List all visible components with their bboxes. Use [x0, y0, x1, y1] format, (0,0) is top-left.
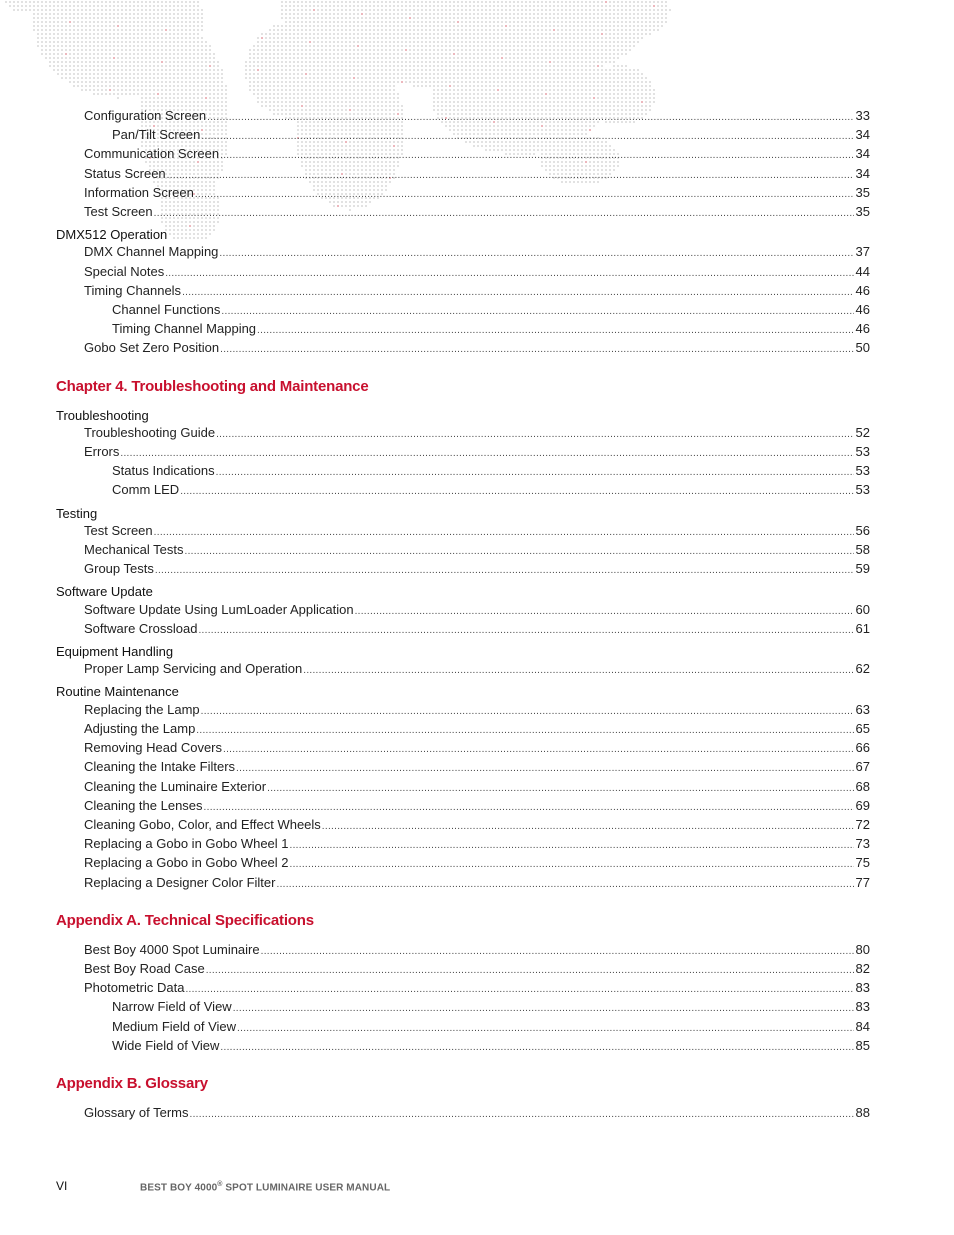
- toc-page-number: 75: [855, 855, 870, 871]
- toc-page-number: 33: [855, 108, 870, 123]
- toc-entry[interactable]: [56, 481, 870, 500]
- toc-section-heading[interactable]: Routine Maintenance: [56, 684, 179, 700]
- toc-page-number: 80: [855, 941, 870, 957]
- toc-entry-label: Best Boy Road Case: [84, 960, 205, 976]
- toc-page-number: 88: [855, 1104, 870, 1120]
- dot-leader: [120, 445, 853, 462]
- toc-section-heading[interactable]: Testing: [56, 505, 98, 521]
- toc-entry[interactable]: [56, 165, 870, 184]
- dot-leader: [185, 981, 853, 998]
- toc-page-number: 73: [855, 836, 870, 852]
- toc-entry-label: Test Screen: [84, 204, 153, 220]
- dot-leader: [257, 322, 853, 339]
- toc-page-number: 61: [855, 620, 870, 636]
- toc-entry-label: Cleaning Gobo, Color, and Effect Wheels: [84, 816, 321, 832]
- toc-entry[interactable]: [56, 339, 870, 358]
- toc-entry-label: Narrow Field of View: [112, 999, 232, 1015]
- toc-section-heading[interactable]: DMX512 Operation: [56, 227, 168, 243]
- dot-leader: [219, 245, 853, 262]
- toc-entry[interactable]: [56, 960, 870, 979]
- toc-page-number: 65: [855, 720, 870, 736]
- dot-leader: [182, 284, 853, 301]
- dot-leader: [261, 943, 854, 960]
- toc-entry-label: Proper Lamp Servicing and Operation: [84, 661, 303, 677]
- toc-page-number: 83: [855, 980, 870, 996]
- dot-leader: [154, 205, 854, 222]
- toc-page-number: 56: [855, 522, 870, 538]
- toc-entry-label: DMX Channel Mapping: [84, 244, 219, 260]
- toc-entry[interactable]: [56, 660, 870, 679]
- toc-entry[interactable]: [56, 979, 870, 998]
- dot-leader: [237, 1020, 853, 1037]
- toc-entry[interactable]: [56, 739, 870, 758]
- toc-entry[interactable]: [56, 998, 870, 1017]
- toc-entry-label: Removing Head Covers: [84, 740, 223, 756]
- toc-entry[interactable]: [56, 560, 870, 579]
- dot-leader: [201, 128, 853, 145]
- toc-page-number: 66: [855, 740, 870, 756]
- toc-page-number: 68: [855, 778, 870, 794]
- toc-page-number: 58: [855, 542, 870, 558]
- toc-page-number: 85: [855, 1037, 870, 1053]
- toc-entry[interactable]: [56, 601, 870, 620]
- toc-entry[interactable]: [56, 941, 870, 960]
- toc-entry[interactable]: [56, 243, 870, 262]
- toc-page-number: 34: [855, 165, 870, 181]
- toc-entry-label: Replacing the Lamp: [84, 701, 200, 717]
- dot-leader: [233, 1000, 854, 1017]
- dot-leader: [184, 543, 853, 560]
- dot-leader: [267, 780, 853, 797]
- dot-leader: [201, 703, 854, 720]
- toc-chapter-heading[interactable]: Appendix B. Glossary: [56, 1074, 208, 1092]
- toc-page-number: 53: [855, 444, 870, 460]
- toc-page-number: 34: [855, 127, 870, 143]
- toc-entry[interactable]: [56, 263, 870, 282]
- dot-leader: [322, 818, 854, 835]
- toc-entry[interactable]: [56, 1037, 870, 1056]
- dot-leader: [167, 167, 854, 184]
- toc-entry[interactable]: [56, 203, 870, 222]
- toc-page-number: 35: [855, 204, 870, 220]
- toc-entry[interactable]: [56, 758, 870, 777]
- toc-page-number: 52: [855, 424, 870, 440]
- toc-entry[interactable]: [56, 462, 870, 481]
- page-footer: [56, 1179, 390, 1193]
- toc-entry-label: Gobo Set Zero Position: [84, 340, 220, 356]
- toc-entry[interactable]: [56, 797, 870, 816]
- toc-page-number: 53: [855, 463, 870, 479]
- toc-entry-label: Special Notes: [84, 263, 165, 279]
- toc-entry[interactable]: [56, 443, 870, 462]
- dot-leader: [155, 562, 854, 579]
- toc-entry-label: Configuration Screen: [84, 108, 207, 123]
- dot-leader: [221, 303, 853, 320]
- toc-page-number: 35: [855, 184, 870, 200]
- dot-leader: [204, 799, 854, 816]
- toc-entry[interactable]: [56, 1018, 870, 1037]
- toc-page-number: 46: [855, 302, 870, 318]
- dot-leader: [303, 662, 853, 679]
- toc-entry[interactable]: [56, 1104, 870, 1123]
- dot-leader: [195, 186, 854, 203]
- toc-entry[interactable]: [56, 541, 870, 560]
- toc-entry-label: Timing Channel Mapping: [112, 321, 257, 337]
- toc-entry[interactable]: [56, 320, 870, 339]
- toc-entry-label: Group Tests: [84, 561, 154, 577]
- dot-leader: [220, 147, 853, 164]
- toc-entry[interactable]: [56, 424, 870, 443]
- toc-entry[interactable]: [56, 282, 870, 301]
- toc-section-heading[interactable]: Equipment Handling: [56, 644, 174, 660]
- dot-leader: [206, 962, 854, 979]
- toc-entry-label: Replacing a Designer Color Filter: [84, 874, 276, 890]
- toc-entry[interactable]: [56, 145, 870, 164]
- dot-leader: [154, 524, 854, 541]
- toc-section-heading[interactable]: Troubleshooting: [56, 407, 149, 423]
- toc-page-number: 77: [855, 874, 870, 890]
- toc-chapter-heading[interactable]: Chapter 4. Troubleshooting and Maintenance: [56, 377, 369, 395]
- toc-entry[interactable]: [56, 778, 870, 797]
- toc-chapter-heading[interactable]: Appendix A. Technical Specifications: [56, 911, 314, 929]
- toc-page-number: 59: [855, 561, 870, 577]
- dot-leader: [190, 1106, 854, 1123]
- toc-page-number: 53: [855, 482, 870, 498]
- dot-leader: [198, 622, 853, 639]
- toc-entry[interactable]: [56, 701, 870, 720]
- toc-entry-label: Information Screen: [84, 184, 194, 200]
- toc-entry[interactable]: [56, 816, 870, 835]
- toc-entry-label: Errors: [84, 444, 120, 460]
- toc-entry[interactable]: [56, 835, 870, 854]
- toc-entry-label: Wide Field of View: [112, 1037, 220, 1053]
- footer-page-number: VI: [56, 1179, 68, 1193]
- dot-leader: [276, 876, 853, 893]
- toc-entry-label: Test Screen: [84, 522, 153, 538]
- toc-entry-label: Status Screen: [84, 165, 166, 181]
- dot-leader: [223, 741, 854, 758]
- dot-leader: [355, 603, 854, 620]
- dot-leader: [216, 464, 854, 481]
- toc-page-number: 46: [855, 282, 870, 298]
- toc-entry-label: Comm LED: [112, 482, 180, 498]
- toc-entry[interactable]: [56, 874, 870, 893]
- toc-section-heading[interactable]: Software Update: [56, 584, 153, 600]
- dot-leader: [196, 722, 853, 739]
- toc-entry-label: Communication Screen: [84, 146, 220, 162]
- dot-leader: [220, 1039, 853, 1056]
- toc-page-number: 82: [855, 960, 870, 976]
- dot-leader: [207, 109, 853, 126]
- toc-entry-label: Glossary of Terms: [84, 1104, 189, 1120]
- toc-entry-label: Medium Field of View: [112, 1018, 237, 1034]
- toc-entry-label: Channel Functions: [112, 302, 221, 318]
- toc-entry-label: Software Crossload: [84, 620, 198, 636]
- dot-leader: [165, 265, 853, 282]
- toc-entry[interactable]: [56, 184, 870, 203]
- toc-page-number: 60: [855, 601, 870, 617]
- toc-page-number: 72: [855, 816, 870, 832]
- toc-page-number: 84: [855, 1018, 870, 1034]
- toc-entry-label: Cleaning the Lenses: [84, 797, 203, 813]
- toc-entry-label: Adjusting the Lamp: [84, 720, 196, 736]
- toc-entry-label: Photometric Data: [84, 980, 185, 996]
- toc-page-number: 63: [855, 701, 870, 717]
- toc-page-number: 83: [855, 999, 870, 1015]
- dot-leader: [216, 426, 853, 443]
- toc-page-number: 69: [855, 797, 870, 813]
- dot-leader: [290, 856, 854, 873]
- toc-entry[interactable]: [56, 720, 870, 739]
- toc-entry[interactable]: [56, 522, 870, 541]
- toc-page-number: 67: [855, 759, 870, 775]
- toc-entry-label: Mechanical Tests: [84, 542, 184, 558]
- toc-entry-label: Replacing a Gobo in Gobo Wheel 1: [84, 836, 289, 852]
- toc-page-number: 46: [855, 321, 870, 337]
- footer-manual-title: BEST BOY 4000® SPOT LUMINAIRE USER MANUAL: [140, 1180, 391, 1193]
- toc-page-number: 62: [855, 661, 870, 677]
- toc-entry[interactable]: [56, 107, 870, 126]
- toc-entry-label: Cleaning the Luminaire Exterior: [84, 778, 267, 794]
- toc-entry[interactable]: [56, 620, 870, 639]
- dot-leader: [180, 483, 853, 500]
- toc-entry[interactable]: [56, 854, 870, 873]
- dot-leader: [236, 760, 854, 777]
- toc-entry-label: Status Indications: [112, 463, 215, 479]
- toc-page-number: 34: [855, 146, 870, 162]
- toc-entry-label: Timing Channels: [84, 282, 182, 298]
- toc-page-number: 44: [855, 263, 870, 279]
- dot-leader: [220, 341, 853, 358]
- toc-entry-label: Troubleshooting Guide: [84, 424, 216, 440]
- dot-leader: [290, 837, 854, 854]
- toc-entry-label: Replacing a Gobo in Gobo Wheel 2: [84, 855, 289, 871]
- toc-entry-label: Cleaning the Intake Filters: [84, 759, 236, 775]
- table-of-contents: [56, 107, 870, 1123]
- toc-entry[interactable]: [56, 126, 870, 145]
- toc-page-number: 50: [855, 340, 870, 356]
- toc-entry-label: Software Update Using LumLoader Application: [84, 601, 354, 617]
- toc-entry[interactable]: [56, 301, 870, 320]
- toc-entry-label: Best Boy 4000 Spot Luminaire: [84, 941, 260, 957]
- toc-entry-label: Pan/Tilt Screen: [112, 127, 201, 143]
- toc-page-number: 37: [855, 244, 870, 260]
